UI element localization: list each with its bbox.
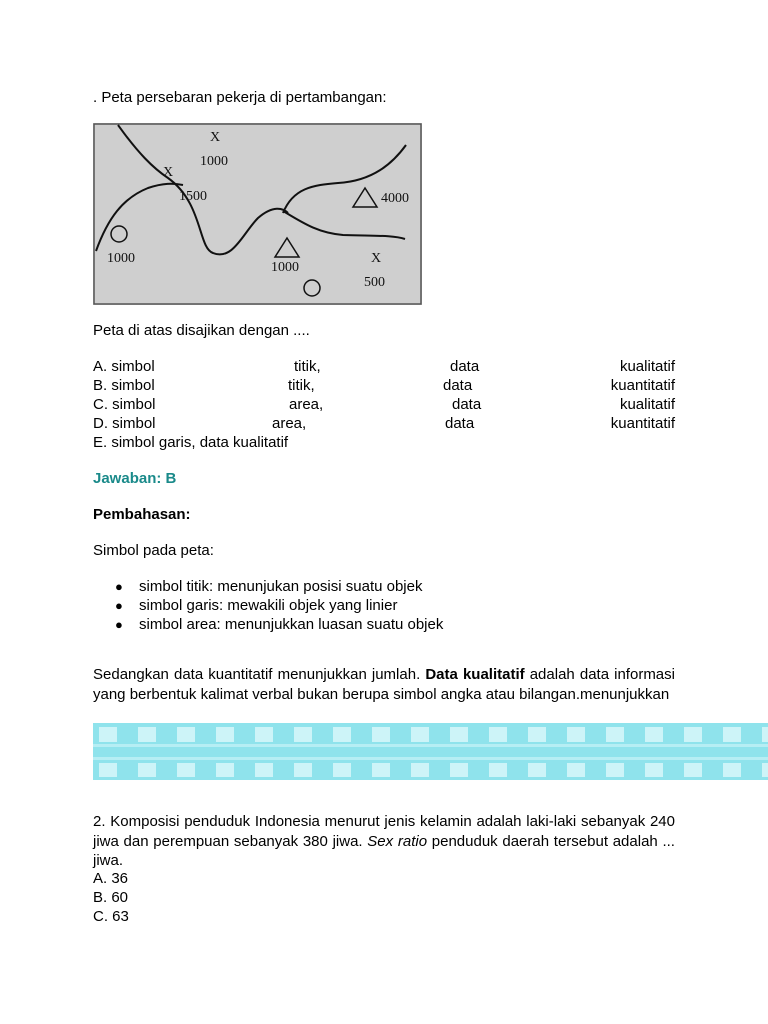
map-label-value: 1000 — [271, 260, 299, 275]
q2-option-a: A. 36 — [93, 870, 129, 887]
list-item — [93, 615, 443, 634]
explanation-paragraph — [93, 665, 675, 704]
banner-pattern — [93, 723, 768, 780]
map-label-value: 4000 — [381, 191, 409, 206]
bullet-icon: ● — [115, 617, 123, 632]
option-type: kuantitatif — [610, 377, 675, 394]
explanation-bold: Data kualitatif — [425, 666, 525, 683]
option-a — [93, 357, 675, 376]
option-b — [93, 376, 675, 395]
map-label-x: X — [163, 165, 174, 180]
map-label-value: 500 — [364, 275, 385, 290]
bullet-icon: ● — [115, 579, 123, 594]
q2-text — [93, 812, 675, 871]
explanation-text: adalah data informasi yang berbentuk kalimat verbal bukan berupa simbol angka atau bilangan.menunjukkan — [93, 666, 675, 703]
option-type: kuantitatif — [610, 415, 675, 432]
map-label-value: 1000 — [200, 154, 228, 169]
option-symbol: area, — [272, 415, 307, 432]
q1-question: Peta di atas disajikan dengan .... — [93, 322, 310, 339]
q1-intro: . Peta persebaran pekerja di pertambangan: — [93, 89, 387, 106]
symbol-list — [93, 577, 443, 634]
option-data: data — [443, 377, 473, 394]
list-item — [93, 577, 443, 596]
list-item-text: simbol garis: mewakili objek yang linier — [139, 597, 398, 614]
decorative-banner — [93, 723, 768, 780]
option-data: data — [445, 415, 475, 432]
map-drawing — [93, 123, 422, 305]
option-letter: D. simbol — [93, 415, 156, 432]
option-d — [93, 414, 675, 433]
symbols-intro: Simbol pada peta: — [93, 542, 214, 559]
answer-label: Jawaban: B — [93, 470, 177, 487]
explanation-text: Sedangkan data kuantitatif menunjukkan jumlah. — [93, 666, 421, 683]
map-figure — [93, 123, 422, 305]
map-label-x: X — [210, 130, 221, 145]
q2-option-b: B. 60 — [93, 889, 129, 906]
option-type: kualitatif — [619, 396, 675, 413]
option-letter: A. simbol — [93, 358, 155, 375]
q2-option-c: C. 63 — [93, 908, 129, 925]
option-letter: B. simbol — [93, 377, 155, 394]
option-symbol: area, — [289, 396, 324, 413]
option-type: kualitatif — [619, 358, 675, 375]
option-data: data — [450, 358, 480, 375]
list-item-text: simbol area: menunjukkan luasan suatu objek — [139, 616, 444, 633]
q2-text-part: 2. Komposisi penduduk Indonesia menurut jenis kelamin adalah laki-laki sebanyak 240 jiwa dan perempuan sebanyak 380 jiwa. — [93, 813, 675, 850]
q2-text-italic: Sex ratio — [367, 832, 428, 850]
q2-text-part: penduduk daerah tersebut adalah ... jiwa. — [93, 832, 675, 869]
list-item — [93, 596, 443, 615]
map-label-x: X — [371, 251, 382, 266]
discussion-title: Pembahasan: — [93, 506, 191, 523]
option-symbol: titik, — [294, 358, 321, 375]
option-c — [93, 395, 675, 414]
list-item-text: simbol titik: menunjukan posisi suatu objek — [139, 578, 423, 595]
option-symbol: titik, — [288, 377, 315, 394]
map-label-value: 1500 — [179, 189, 207, 204]
bullet-icon: ● — [115, 598, 123, 613]
option-e: E. simbol garis, data kualitatif — [93, 434, 289, 451]
option-letter: C. simbol — [93, 396, 156, 413]
map-label-value: 1000 — [107, 251, 135, 266]
option-data: data — [452, 396, 482, 413]
